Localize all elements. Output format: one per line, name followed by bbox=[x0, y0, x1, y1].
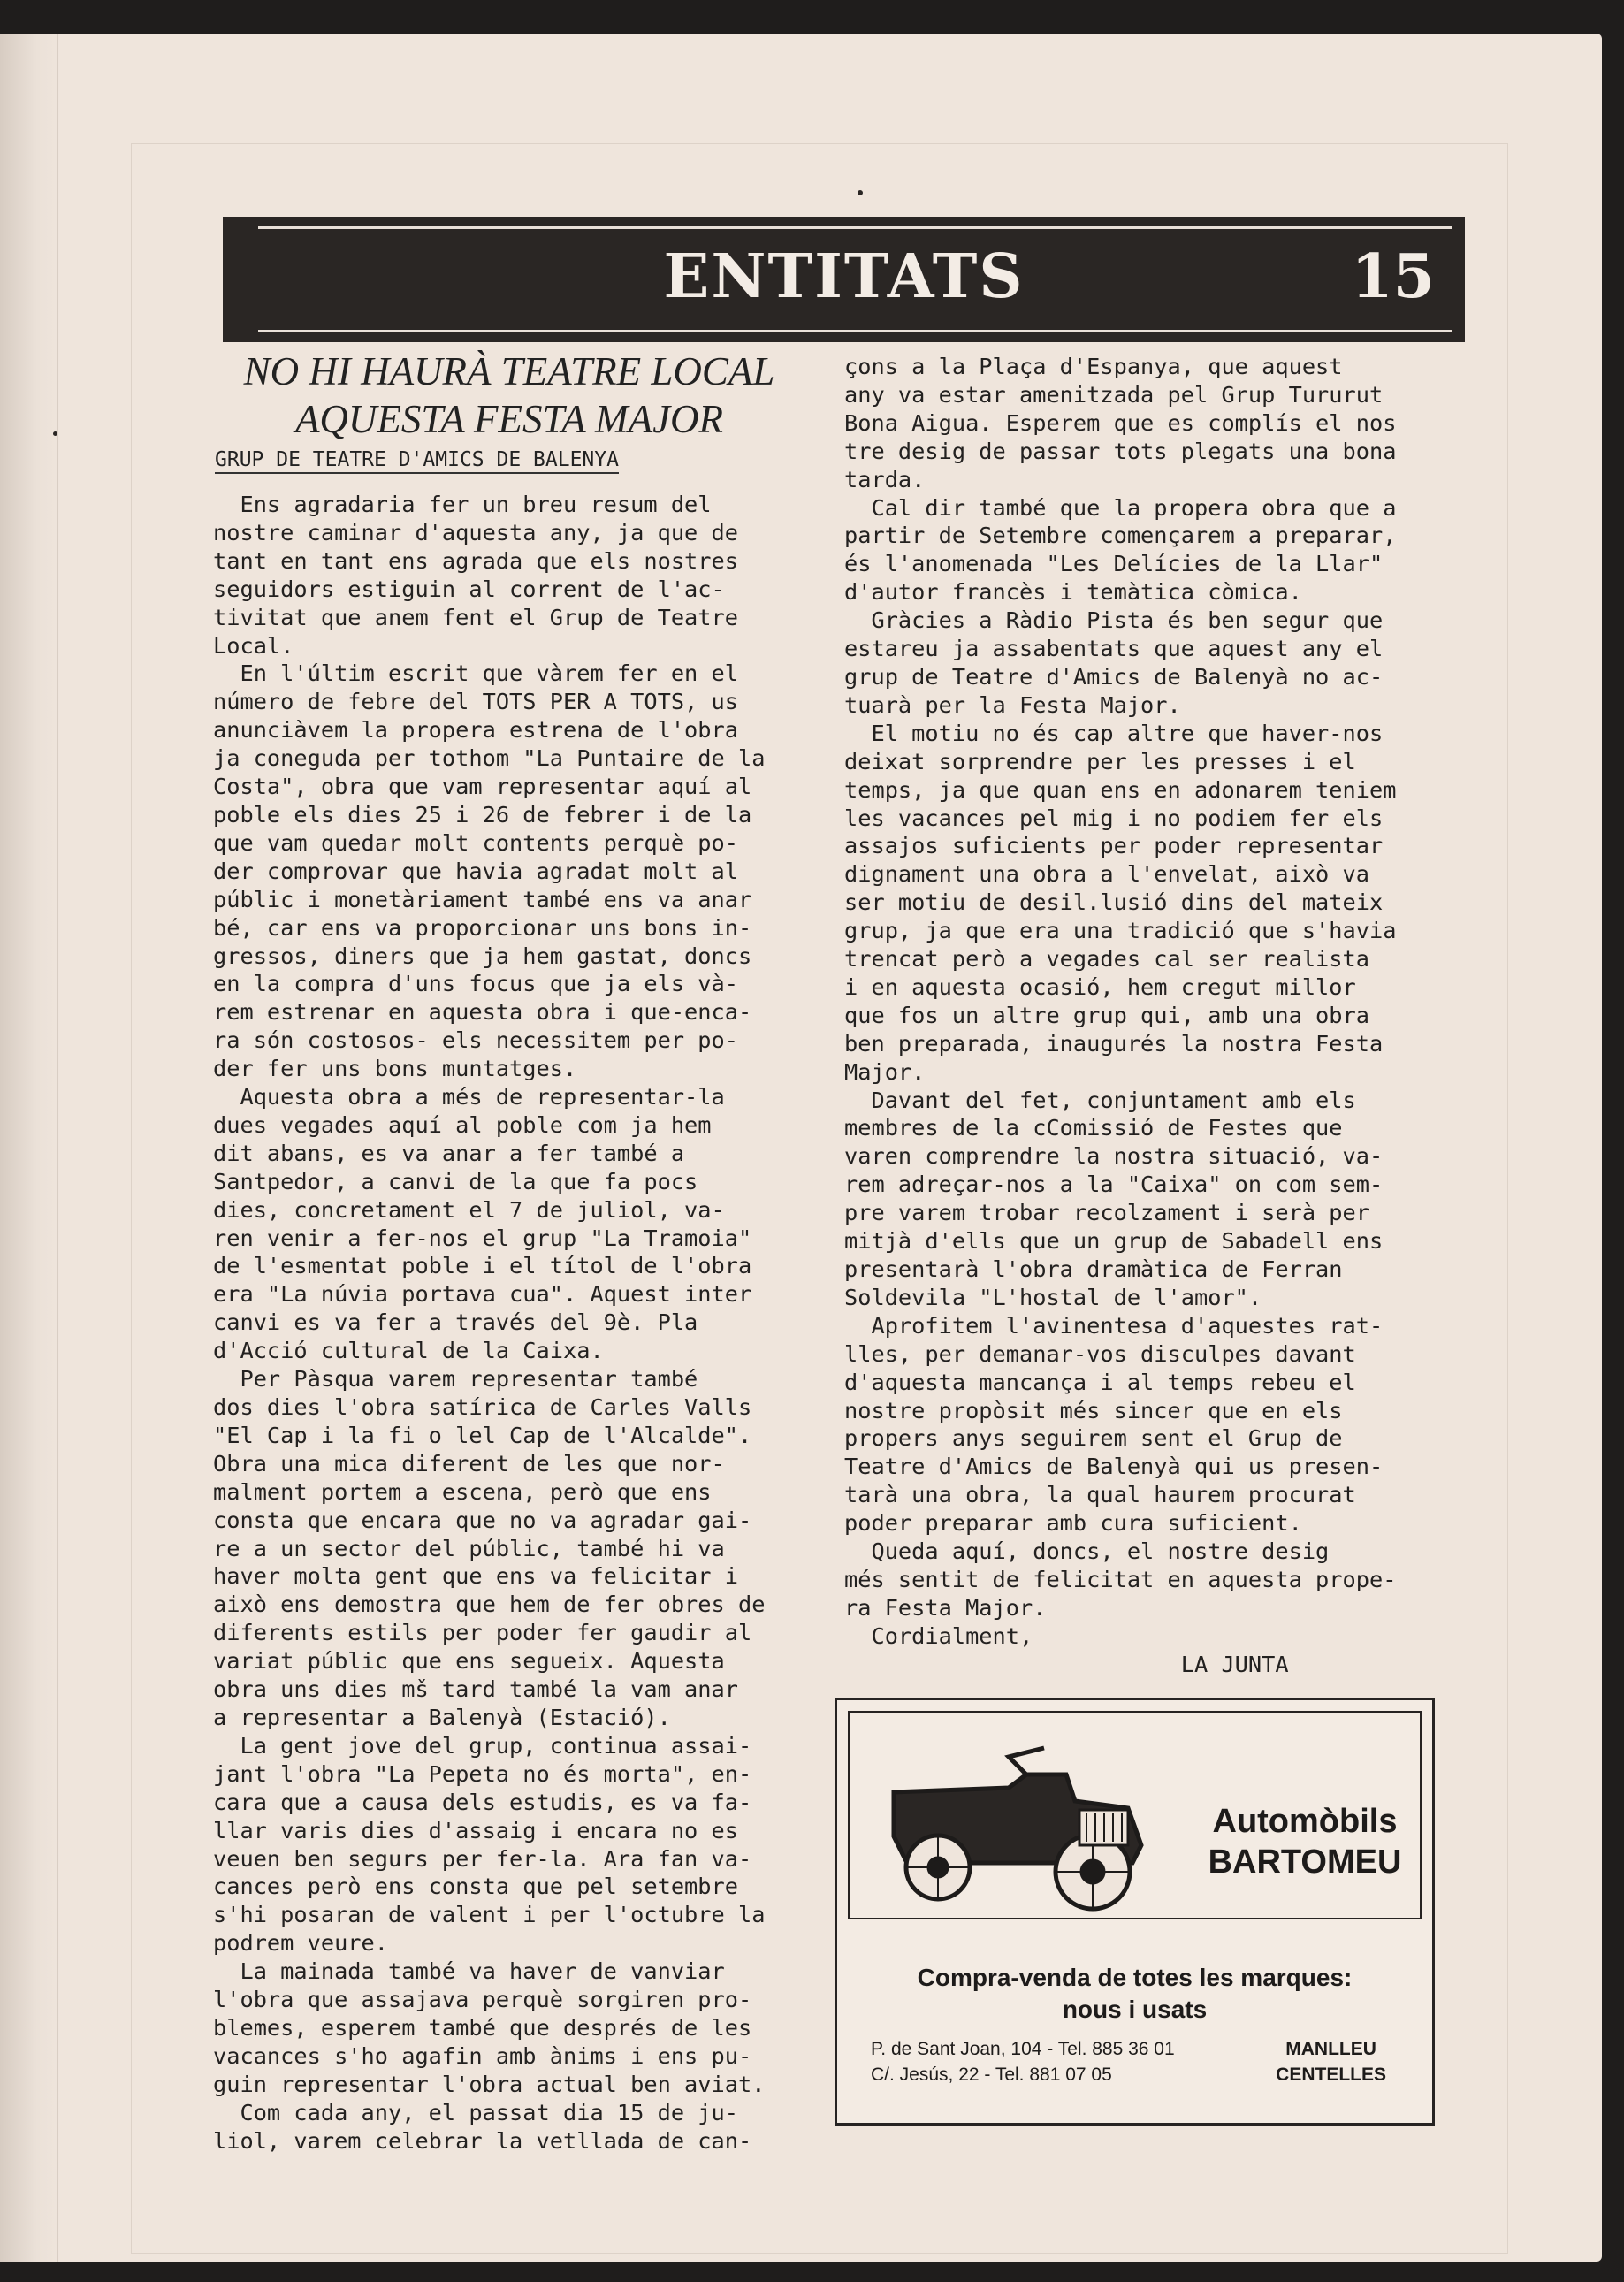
page-number: 15 bbox=[1351, 241, 1435, 312]
article-text-line: d'aquesta mancança i al temps rebeu el bbox=[844, 1369, 1356, 1395]
article-text-line: LA JUNTA bbox=[844, 1651, 1289, 1677]
article-text-line: Local. bbox=[213, 632, 294, 659]
headline-line: AQUESTA FESTA MAJOR bbox=[294, 397, 724, 441]
article-text-line: rem estrenar en aquesta obra i que-enca- bbox=[213, 999, 752, 1026]
article-text-line: lles, per demanar-vos disculpes davant bbox=[844, 1340, 1356, 1367]
advert-address-line: P. de Sant Joan, 104 - Tel. 885 36 01 bbox=[871, 2039, 1175, 2059]
article-text-line: tre desig de passar tots plegats una bona bbox=[844, 438, 1397, 464]
article-column-left bbox=[213, 491, 765, 2155]
article-text-line: estareu ja assabentats que aquest any el bbox=[844, 636, 1384, 662]
article-text-line: Aquesta obra a més de representar-la bbox=[213, 1084, 725, 1110]
article-column-right bbox=[844, 353, 1396, 1679]
article-text-line: les vacances pel mig i no podiem fer els bbox=[844, 805, 1384, 831]
advert-address-line: C/. Jesús, 22 - Tel. 881 07 05 bbox=[871, 2064, 1112, 2085]
article-text-line: varen comprendre la nostra situació, va- bbox=[844, 1143, 1384, 1170]
article-text-line: ser motiu de desil.lusió dins del mateix bbox=[844, 889, 1384, 916]
article-text-line: tivitat que anem fent el Grup de Teatre bbox=[213, 604, 738, 630]
article-text-line: a representar a Balenyà (Estació). bbox=[213, 1704, 671, 1730]
article-text-line: Aprofitem l'avinentesa d'aquestes rat- bbox=[844, 1312, 1384, 1339]
advert-town: MANLLEU bbox=[1285, 2039, 1376, 2059]
article-text-line: dies, concretament el 7 de juliol, va- bbox=[213, 1196, 725, 1223]
article-text-line: Soldevila "L'hostal de l'amor". bbox=[844, 1284, 1262, 1310]
article-text-line: rem adreçar-nos a la "Caixa" on com sem- bbox=[844, 1172, 1384, 1198]
article-text-line: Costa", obra que vam representar aquí al bbox=[213, 774, 752, 800]
banner-top-rule bbox=[258, 226, 1452, 229]
article-text-line: s'hi posaran de valent i per l'octubre la bbox=[213, 1902, 766, 1928]
article-text-line: propers anys seguirem sent el Grup de bbox=[844, 1425, 1343, 1452]
article-text-line: número de febre del TOTS PER A TOTS, us bbox=[213, 689, 738, 715]
article-text-line: Obra una mica diferent de les que nor- bbox=[213, 1450, 725, 1477]
article-text-line: consta que encara que no va agradar gai- bbox=[213, 1507, 752, 1533]
article-text-line: pre varem trobar recolzament i serà per bbox=[844, 1200, 1369, 1226]
article-text-line: poble els dies 25 i 26 de febrer i de la bbox=[213, 801, 752, 828]
vintage-car-icon bbox=[876, 1739, 1159, 1916]
article-text-line: dignament una obra a l'envelat, això va bbox=[844, 861, 1369, 888]
article-text-line: que vam quedar molt contents perquè po- bbox=[213, 829, 738, 856]
article-text-line: En l'últim escrit que vàrem fer en el bbox=[213, 660, 738, 687]
article-text-line: veuen ben segurs per fer-la. Ara fan va- bbox=[213, 1845, 752, 1872]
article-text-line: liol, varem celebrar la vetllada de can- bbox=[213, 2127, 752, 2154]
article-text-line: ben preparada, inaugurés la nostra Festa bbox=[844, 1030, 1384, 1057]
article-text-line: Cal dir també que la propera obra que a bbox=[844, 494, 1397, 521]
article-text-line: der comprovar que havia agradat molt al bbox=[213, 858, 738, 884]
article-text-line: grup de Teatre d'Amics de Balenyà no ac- bbox=[844, 663, 1384, 690]
article-text-line: cara que a causa dels estudis, es va fa- bbox=[213, 1789, 752, 1815]
article-text-line: grup, ja que era una tradició que s'havia bbox=[844, 918, 1397, 944]
article-text-line: ren venir a fer-nos el grup "La Tramoia" bbox=[213, 1225, 752, 1251]
article-text-line: partir de Setembre començarem a preparar, bbox=[844, 523, 1397, 549]
advert-brand-line: BARTOMEU bbox=[1208, 1843, 1402, 1881]
article-text-line: això ens demostra que hem de fer obres de bbox=[213, 1591, 766, 1618]
headline-line: NO HI HAURÀ TEATRE LOCAL bbox=[243, 349, 775, 393]
article-text-line: çons a la Plaça d'Espanya, que aquest bbox=[844, 354, 1343, 379]
banner-bottom-rule bbox=[258, 330, 1452, 332]
article-text-line: poder preparar amb cura suficient. bbox=[844, 1510, 1302, 1537]
article-text-line: ja coneguda per tothom "La Puntaire de la bbox=[213, 745, 766, 772]
advertisement-box bbox=[835, 1698, 1435, 2126]
advert-brand bbox=[1177, 1801, 1433, 1882]
article-text-line: de l'esmentat poble i el títol de l'obra bbox=[213, 1253, 752, 1279]
advert-brand-line: Automòbils bbox=[1212, 1803, 1398, 1840]
advert-slogan-line: nous i usats bbox=[1062, 1996, 1208, 2023]
article-text-line: jant l'obra "La Pepeta no és morta", en- bbox=[213, 1760, 752, 1787]
article-text-line: Per Pàsqua varem representar també bbox=[213, 1366, 698, 1393]
article-text-line: tant en tant ens agrada que els nostres bbox=[213, 547, 738, 574]
article-text-line: temps, ja que quan ens en adonarem teniem bbox=[844, 776, 1397, 803]
article-text-line: dit abans, es va anar a fer també a bbox=[213, 1140, 685, 1166]
article-text-line: Cordialment, bbox=[844, 1622, 1033, 1649]
article-text-line: l'obra que assajava perquè sorgiren pro- bbox=[213, 1987, 752, 2013]
article-text-line: Bona Aigua. Esperem que es complís el nos bbox=[844, 409, 1397, 436]
article-text-line: d'Acció cultural de la Caixa. bbox=[213, 1338, 604, 1364]
article-text-line: ra són costosos- els necessitem per po- bbox=[213, 1027, 738, 1054]
article-text-line: re a un sector del públic, també hi va bbox=[213, 1535, 725, 1561]
article-text-line: der fer uns bons muntatges. bbox=[213, 1056, 577, 1082]
article-text-line: nostre propòsit més sincer que en els bbox=[844, 1397, 1343, 1423]
article-text-line: presentarà l'obra dramàtica de Ferran bbox=[844, 1256, 1343, 1282]
article-text-line: variat públic que ens segueix. Aquesta bbox=[213, 1648, 725, 1675]
article-text-line: gressos, diners que ja hem gastat, doncs bbox=[213, 943, 752, 969]
spine-fold-line bbox=[57, 34, 58, 2262]
article-text-line: dos dies l'obra satírica de Carles Valls bbox=[213, 1394, 752, 1420]
article-text-line: Teatre d'Amics de Balenyà qui us presen- bbox=[844, 1454, 1384, 1480]
article-text-line: tuarà per la Festa Major. bbox=[844, 691, 1181, 718]
article-text-line: dues vegades aquí al poble com ja hem bbox=[213, 1111, 712, 1138]
page-spine bbox=[0, 34, 62, 2262]
article-text-line: trencat però a vegades cal ser realista bbox=[844, 946, 1369, 973]
article-text-line: era "La núvia portava cua". Aquest inter bbox=[213, 1281, 752, 1308]
article-text-line: en la compra d'uns focus que ja els và- bbox=[213, 971, 738, 997]
article-text-line: assajos suficients per poder representar bbox=[844, 833, 1384, 859]
print-speck bbox=[858, 190, 863, 195]
article-text-line: Santpedor, a canvi de la que fa pocs bbox=[213, 1168, 698, 1194]
article-text-line: blemes, esperem també que després de les bbox=[213, 2014, 752, 2041]
article-text-line: membres de la cComissió de Festes que bbox=[844, 1115, 1343, 1141]
advert-slogan bbox=[837, 1962, 1432, 2026]
article-text-line: obra uns dies mš tard també la vam anar bbox=[213, 1676, 738, 1703]
article-text-line: Major. bbox=[844, 1058, 926, 1085]
article-text-line: anunciàvem la propera estrena de l'obra bbox=[213, 717, 738, 744]
article-text-line: ra Festa Major. bbox=[844, 1594, 1047, 1621]
article-text-line: seguidors estiguin al corrent de l'ac- bbox=[213, 576, 725, 602]
article-text-line: Ens agradaria fer un breu resum del bbox=[213, 492, 712, 517]
article-text-line: Queda aquí, doncs, el nostre desig bbox=[844, 1538, 1330, 1565]
article-text-line: guin representar l'obra actual ben aviat. bbox=[213, 2071, 766, 2097]
article-text-line: Gràcies a Ràdio Pista és ben segur que bbox=[844, 607, 1384, 634]
article-text-line: Davant del fet, conjuntament amb els bbox=[844, 1087, 1356, 1113]
article-text-line: vacances s'ho agafin amb ànims i ens pu- bbox=[213, 2042, 752, 2069]
advert-town: CENTELLES bbox=[1276, 2064, 1386, 2085]
article-text-line: i en aquesta ocasió, hem cregut millor bbox=[844, 973, 1356, 1000]
article-headline bbox=[209, 347, 810, 443]
article-text-line: El motiu no és cap altre que haver-nos bbox=[844, 720, 1384, 746]
article-text-line: La mainada també va haver de vanviar bbox=[213, 1958, 725, 1985]
article-byline: GRUP DE TEATRE D'AMICS DE BALENYA bbox=[215, 448, 619, 474]
article-text-line: llar varis dies d'assaig i encara no es bbox=[213, 1817, 738, 1843]
article-text-line: cances però ens consta que pel setembre bbox=[213, 1874, 738, 1900]
section-title: ENTITATS bbox=[663, 241, 1025, 312]
article-text-line: més sentit de felicitat en aquesta prope- bbox=[844, 1566, 1397, 1592]
article-text-line: malment portem a escena, però que ens bbox=[213, 1478, 712, 1505]
article-text-line: d'autor francès i temàtica còmica. bbox=[844, 579, 1302, 606]
article-text-line: Com cada any, el passat dia 15 de ju- bbox=[213, 2099, 738, 2126]
article-text-line: públic i monetàriament també ens va anar bbox=[213, 886, 752, 912]
article-text-line: que fos un altre grup qui, amb una obra bbox=[844, 1002, 1369, 1028]
article-text-line: tarà una obra, la qual haurem procurat bbox=[844, 1482, 1356, 1508]
advert-slogan-line: Compra-venda de totes les marques: bbox=[917, 1964, 1353, 1991]
article-text-line: bé, car ens va proporcionar uns bons in- bbox=[213, 914, 752, 941]
article-text-line: "El Cap i la fi o lel Cap de l'Alcalde". bbox=[213, 1422, 752, 1448]
article-text-line: deixat sorprendre per les presses i el bbox=[844, 748, 1356, 775]
section-banner bbox=[223, 217, 1465, 342]
article-text-line: tarda. bbox=[844, 466, 926, 492]
article-text-line: nostre caminar d'aquesta any, ja que de bbox=[213, 519, 738, 546]
advert-towns bbox=[1276, 2036, 1386, 2087]
article-text-line: mitjà d'ells que un grup de Sabadell ens bbox=[844, 1228, 1384, 1255]
article-text-line: haver molta gent que ens va felicitar i bbox=[213, 1563, 738, 1590]
article-text-line: podrem veure. bbox=[213, 1930, 388, 1957]
advert-addresses bbox=[871, 2036, 1175, 2087]
article-text-line: any va estar amenitzada pel Grup Tururut bbox=[844, 381, 1384, 408]
advertisement-header-box bbox=[848, 1711, 1422, 1919]
article-text-line: canvi es va fer a través del 9è. Pla bbox=[213, 1309, 698, 1336]
print-speck bbox=[53, 431, 57, 436]
article-text-line: diferents estils per poder fer gaudir al bbox=[213, 1620, 752, 1646]
article-text-line: La gent jove del grup, continua assai- bbox=[213, 1732, 752, 1759]
article-text-line: és l'anomenada "Les Delícies de la Llar" bbox=[844, 551, 1384, 577]
